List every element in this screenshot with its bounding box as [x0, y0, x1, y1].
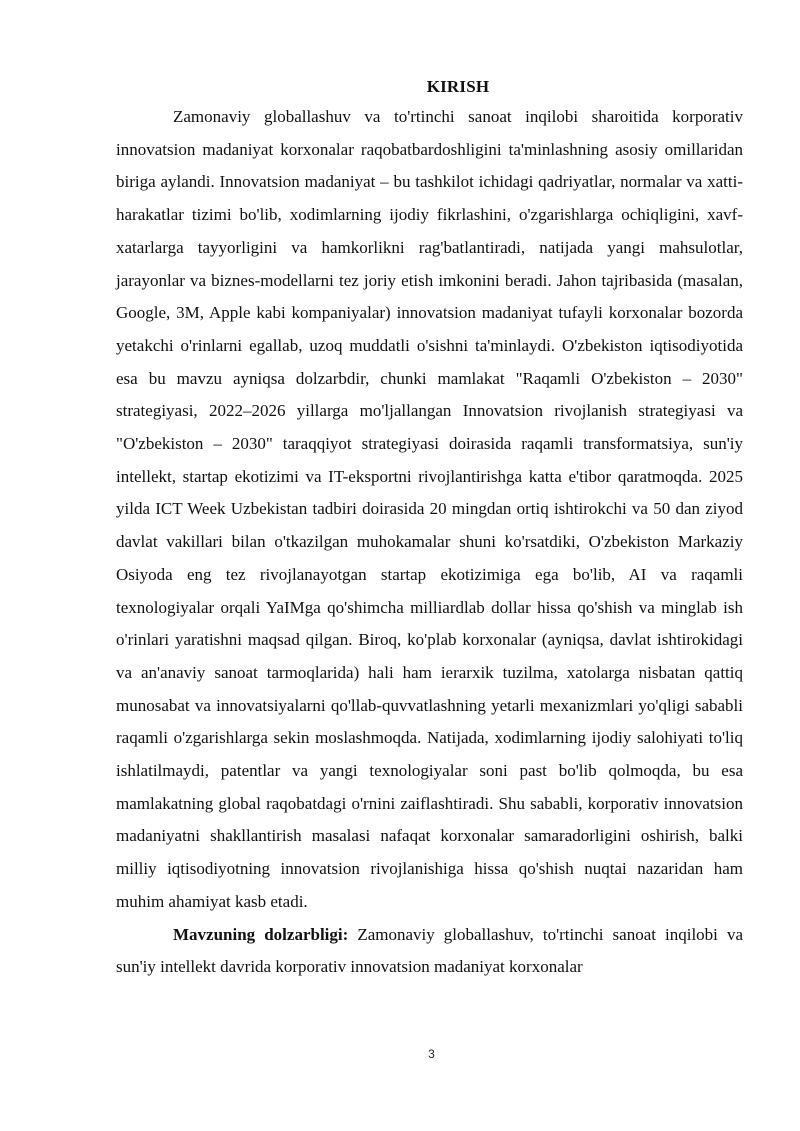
body-text: [116, 101, 743, 984]
relevance-paragraph-text: Zamonaviy globallashuv, to'rtinchi sanoat inqilobi va sun'iy intellekt davrida korporativ innovatsion madaniyat korxonalar: [116, 924, 743, 977]
intro-paragraph: [116, 101, 743, 919]
relevance-lead: Mavzuning dolzarbligi:: [173, 924, 349, 944]
section-heading: KIRISH: [426, 77, 490, 96]
page-number: 3: [428, 1047, 435, 1061]
relevance-paragraph: [116, 919, 743, 984]
intro-paragraph-text: Zamonaviy globallashuv va to'rtinchi sanoat inqilobi sharoitida korporativ innovatsion madaniyat korxonalar raqobatbardoshligini ta'minlashning asosiy omillaridan biriga aylandi. Innovatsion madaniyat – bu tashkilot ichidagi qadriyatlar, normalar va xatti-harakatlar tizimi bo'lib, xodimlarning ijodiy fikrlashini, o'zgarishlarga ochiqligini, xavf-xatarlarga tayyorligini va hamkorlikni rag'batlantiradi, natijada yangi mahsulotlar, jarayonlar va biznes-modellarni tez joriy etish imkonini beradi. Jahon tajribasida (masalan, Google, 3M, Apple kabi kompaniyalar) innovatsion madaniyat tufayli korxonalar bozorda yetakchi o'rinlarni egallab, uzoq muddatli o'sishni ta'minlaydi. O'zbekiston iqtisodiyotida esa bu mavzu ayniqsa dolzarbdir, chunki mamlakat "Raqamli O'zbekiston – 2030" strategiyasi, 2022–2026 yillarga mo'ljallangan Innovatsion rivojlanish strategiyasi va "O'zbekiston – 2030" taraqqiyot strategiyasi doirasida raqamli transformatsiya, sun'iy intellekt, startap ekotizimi va IT-eksportni rivojlantirishga katta e'tibor qaratmoqda. 2025 yilda ICT Week Uzbekistan tadbiri doirasida 20 mingdan ortiq ishtirokchi va 50 dan ziyod davlat vakillari bilan o'tkazilgan muhokamalar shuni ko'rsatdiki, O'zbekiston Markaziy Osiyoda eng tez rivojlanayotgan startap ekotizimiga ega bo'lib, AI va raqamli texnologiyalar orqali YaIMga qo'shimcha milliardlab dollar hissa qo'shish va minglab ish o'rinlari yaratishni maqsad qilgan. Biroq, ko'plab korxonalar (ayniqsa, davlat ishtirokidagi va an'anaviy sanoat tarmoqlarida) hali ham ierarxik tuzilma, xatolarga nisbatan qattiq munosabat va innovatsiyalarni qo'llab-quvvatlashning yetarli mexanizmlari yo'qligi sababli raqamli o'zgarishlarga sekin moslashmoqda. Natijada, xodimlarning ijodiy salohiyati to'liq ishlatilmaydi, patentlar va yangi texnologiyalar soni past bo'lib qolmoqda, bu esa mamlakatning global raqobatdagi o'rnini zaiflashtiradi. Shu sababli, korporativ innovatsion madaniyatni shakllantirish masalasi nafaqat korxonalar samaradorligini oshirish, balki milliy iqtisodiyotning innovatsion rivojlanishiga hissa qo'shish nuqtai nazaridan ham muhim ahamiyat kasb etadi.: [116, 107, 743, 911]
